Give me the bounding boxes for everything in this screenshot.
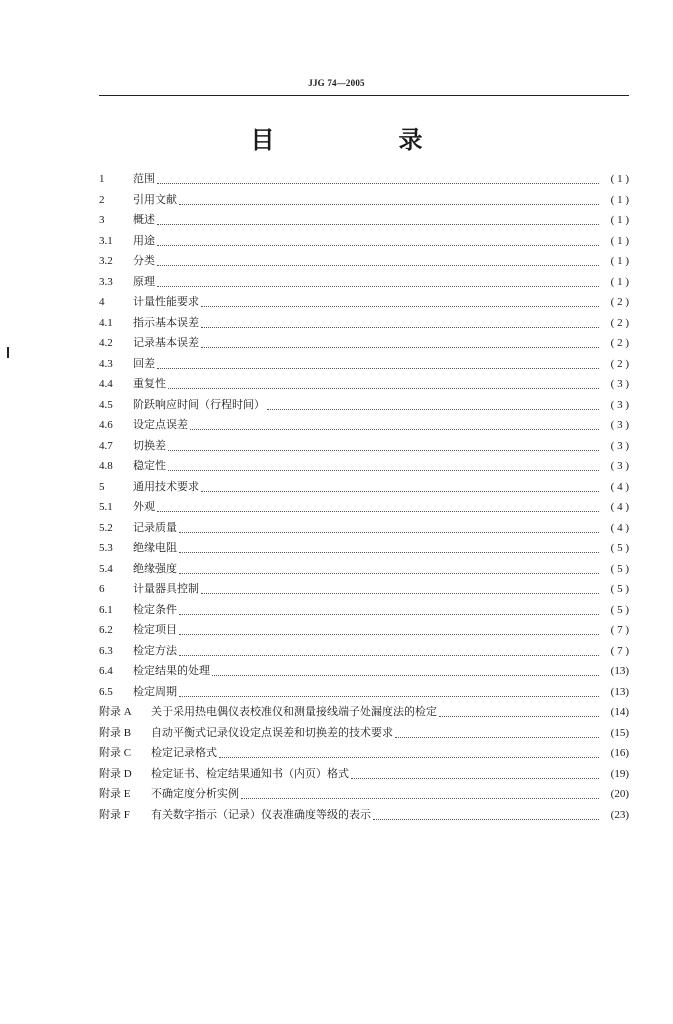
toc-entry-label: 指示基本误差 — [133, 315, 199, 329]
toc-entry-page: ( 3 ) — [610, 439, 629, 452]
toc-entry[interactable] — [99, 375, 629, 396]
toc-entry[interactable] — [99, 293, 629, 314]
toc-leader-dots — [179, 654, 599, 656]
toc-leader-dots — [201, 326, 599, 328]
toc-leader-dots — [157, 367, 599, 369]
toc-entry[interactable] — [99, 642, 629, 663]
toc-entry-page: ( 7 ) — [610, 644, 629, 657]
toc-entry[interactable] — [99, 211, 629, 232]
toc-leader-dots — [157, 223, 599, 225]
toc-entry[interactable] — [99, 232, 629, 253]
toc-entry[interactable] — [99, 355, 629, 376]
toc-entry[interactable] — [99, 662, 629, 683]
table-of-contents — [99, 170, 629, 826]
toc-leader-dots — [219, 756, 599, 758]
toc-entry-page: (19) — [610, 767, 629, 780]
toc-entry-page: ( 4 ) — [610, 501, 629, 513]
toc-entry-label: 概述 — [133, 213, 155, 226]
toc-entry-page: (20) — [610, 788, 629, 800]
toc-entry[interactable] — [99, 580, 629, 601]
toc-entry-number: 4.8 — [99, 460, 113, 472]
toc-entry-number: 4.5 — [99, 398, 113, 411]
toc-leader-dots — [201, 346, 599, 348]
toc-entry[interactable] — [99, 396, 629, 417]
toc-entry-label: 用途 — [133, 233, 155, 247]
toc-leader-dots — [179, 551, 599, 553]
toc-entry[interactable] — [99, 498, 629, 519]
toc-entry-number: 附录 D — [99, 767, 132, 780]
toc-entry-page: ( 2 ) — [610, 316, 629, 329]
toc-entry[interactable] — [99, 519, 629, 540]
toc-entry-page: ( 5 ) — [610, 583, 629, 595]
toc-entry-number: 6.2 — [99, 624, 113, 636]
toc-leader-dots — [179, 203, 599, 205]
toc-entry-number: 5 — [99, 480, 105, 493]
toc-entry[interactable] — [99, 457, 629, 478]
toc-entry-number: 4 — [99, 296, 105, 308]
toc-entry-label: 检定记录格式 — [151, 746, 217, 759]
toc-entry-page: (15) — [610, 726, 629, 739]
toc-entry-label: 检定条件 — [133, 602, 177, 616]
toc-entry-label: 自动平衡式记录仪设定点误差和切换差的技术要求 — [151, 725, 393, 739]
toc-entry[interactable] — [99, 334, 629, 355]
toc-entry-number: 4.1 — [99, 316, 113, 329]
toc-entry-page: ( 1 ) — [610, 214, 629, 226]
toc-entry-number: 1 — [99, 173, 105, 185]
toc-entry-page: ( 1 ) — [610, 234, 629, 247]
toc-entry[interactable] — [99, 314, 629, 335]
toc-entry-number: 3 — [99, 214, 105, 226]
toc-entry[interactable] — [99, 539, 629, 560]
toc-leader-dots — [190, 428, 599, 430]
toc-entry-number: 3.2 — [99, 255, 113, 267]
toc-entry-number: 5.3 — [99, 542, 113, 554]
toc-leader-dots — [241, 797, 599, 799]
toc-entry-number: 附录 B — [99, 726, 132, 739]
toc-entry-label: 设定点误差 — [133, 418, 188, 431]
toc-entry[interactable] — [99, 621, 629, 642]
toc-entry[interactable] — [99, 601, 629, 622]
toc-entry-label: 分类 — [133, 254, 155, 267]
toc-entry-number: 6.5 — [99, 685, 113, 698]
toc-leader-dots — [179, 613, 599, 615]
toc-entry-number: 附录 A — [99, 706, 132, 718]
toc-leader-dots — [201, 490, 599, 492]
page-title: 目 录 — [250, 126, 473, 154]
toc-leader-dots — [212, 674, 599, 676]
toc-entry-label: 不确定度分析实例 — [151, 787, 239, 800]
toc-leader-dots — [179, 695, 599, 697]
toc-entry-page: ( 2 ) — [610, 357, 629, 370]
toc-leader-dots — [267, 408, 599, 410]
toc-entry-number: 5.4 — [99, 562, 113, 575]
toc-entry-number: 4.7 — [99, 439, 113, 452]
toc-leader-dots — [157, 244, 599, 246]
toc-leader-dots — [157, 182, 599, 184]
toc-entry[interactable] — [99, 744, 629, 765]
toc-entry-label: 关于采用热电偶仪表校准仪和测量接线端子处漏度法的检定 — [151, 705, 437, 718]
toc-entry-page: ( 1 ) — [610, 275, 629, 288]
toc-entry-label: 通用技术要求 — [133, 479, 199, 493]
toc-entry[interactable] — [99, 170, 629, 191]
toc-entry-page: (16) — [610, 747, 629, 759]
toc-entry-page: ( 2 ) — [610, 296, 629, 308]
toc-entry-number: 6.3 — [99, 644, 113, 657]
toc-leader-dots — [168, 469, 599, 471]
toc-entry-label: 原理 — [133, 274, 155, 288]
toc-leader-dots — [157, 264, 599, 266]
toc-entry-number: 附录 F — [99, 808, 130, 821]
toc-entry-label: 回差 — [133, 356, 155, 370]
toc-entry[interactable] — [99, 724, 629, 745]
toc-entry-label: 有关数字指示（记录）仪表准确度等级的表示 — [151, 807, 371, 821]
header-rule — [99, 95, 629, 96]
toc-entry-number: 4.3 — [99, 357, 113, 370]
toc-entry-page: ( 7 ) — [610, 624, 629, 636]
toc-entry-page: ( 4 ) — [610, 480, 629, 493]
toc-entry-page: ( 3 ) — [610, 460, 629, 472]
toc-entry-label: 检定项目 — [133, 623, 177, 636]
toc-leader-dots — [351, 777, 599, 779]
toc-entry[interactable] — [99, 252, 629, 273]
toc-entry-number: 3.1 — [99, 234, 113, 247]
toc-entry-label: 阶跃响应时间（行程时间） — [133, 397, 265, 411]
toc-entry-number: 5.1 — [99, 501, 113, 513]
toc-entry-page: ( 5 ) — [610, 603, 629, 616]
toc-entry[interactable] — [99, 437, 629, 458]
toc-entry[interactable] — [99, 703, 629, 724]
toc-entry[interactable] — [99, 806, 629, 827]
toc-entry-label: 范围 — [133, 172, 155, 185]
toc-entry-page: ( 5 ) — [610, 562, 629, 575]
standard-code-header: JJG 74—2005 — [308, 78, 365, 88]
toc-entry-number: 附录 C — [99, 747, 132, 759]
toc-entry-page: ( 3 ) — [610, 378, 629, 390]
toc-entry-page: (13) — [610, 665, 629, 677]
toc-entry-number: 4.2 — [99, 337, 113, 349]
toc-entry-number: 4.4 — [99, 378, 113, 390]
toc-entry-label: 引用文献 — [133, 192, 177, 206]
toc-leader-dots — [201, 305, 599, 307]
toc-entry-number: 2 — [99, 193, 105, 206]
toc-leader-dots — [201, 592, 599, 594]
toc-entry-label: 计量器具控制 — [133, 582, 199, 595]
toc-entry[interactable] — [99, 191, 629, 212]
toc-entry[interactable] — [99, 560, 629, 581]
toc-entry-label: 检定结果的处理 — [133, 664, 210, 677]
toc-entry-number: 6.4 — [99, 665, 113, 677]
toc-entry-page: ( 3 ) — [610, 398, 629, 411]
toc-entry-label: 绝缘电阻 — [133, 541, 177, 554]
toc-entry[interactable] — [99, 478, 629, 499]
toc-leader-dots — [168, 387, 599, 389]
toc-entry-page: ( 2 ) — [610, 337, 629, 349]
toc-entry-number: 3.3 — [99, 275, 113, 288]
toc-entry-label: 检定方法 — [133, 643, 177, 657]
toc-entry[interactable] — [99, 416, 629, 437]
toc-entry-number: 6.1 — [99, 603, 113, 616]
toc-entry[interactable] — [99, 273, 629, 294]
toc-entry-number: 附录 E — [99, 788, 131, 800]
toc-entry-page: ( 4 ) — [610, 521, 629, 534]
toc-entry-page: ( 3 ) — [610, 419, 629, 431]
toc-entry-page: ( 1 ) — [610, 255, 629, 267]
toc-leader-dots — [395, 736, 599, 738]
toc-entry-number: 5.2 — [99, 521, 113, 534]
toc-leader-dots — [439, 715, 599, 717]
toc-entry-label: 记录基本误差 — [133, 336, 199, 349]
toc-entry-label: 外观 — [133, 500, 155, 513]
toc-entry-label: 重复性 — [133, 377, 166, 390]
toc-leader-dots — [373, 818, 599, 820]
toc-leader-dots — [179, 633, 599, 635]
toc-entry-page: ( 5 ) — [610, 542, 629, 554]
toc-entry-label: 检定证书、检定结果通知书（内页）格式 — [151, 766, 349, 780]
toc-entry[interactable] — [99, 765, 629, 786]
toc-entry-page: ( 1 ) — [610, 193, 629, 206]
toc-entry-page: ( 1 ) — [610, 173, 629, 185]
toc-leader-dots — [157, 285, 599, 287]
toc-leader-dots — [179, 531, 599, 533]
toc-entry-label: 切换差 — [133, 438, 166, 452]
margin-mark — [7, 347, 9, 358]
toc-entry-page: (23) — [610, 808, 629, 821]
toc-entry-label: 绝缘强度 — [133, 561, 177, 575]
toc-entry-label: 记录质量 — [133, 520, 177, 534]
toc-leader-dots — [157, 510, 599, 512]
toc-leader-dots — [179, 572, 599, 574]
toc-entry-number: 6 — [99, 583, 105, 595]
toc-entry-label: 检定周期 — [133, 684, 177, 698]
toc-entry[interactable] — [99, 683, 629, 704]
toc-entry-label: 计量性能要求 — [133, 295, 199, 308]
toc-entry-page: (14) — [610, 706, 629, 718]
toc-entry[interactable] — [99, 785, 629, 806]
toc-entry-number: 4.6 — [99, 419, 113, 431]
toc-leader-dots — [168, 449, 599, 451]
toc-entry-page: (13) — [610, 685, 629, 698]
toc-entry-label: 稳定性 — [133, 459, 166, 472]
